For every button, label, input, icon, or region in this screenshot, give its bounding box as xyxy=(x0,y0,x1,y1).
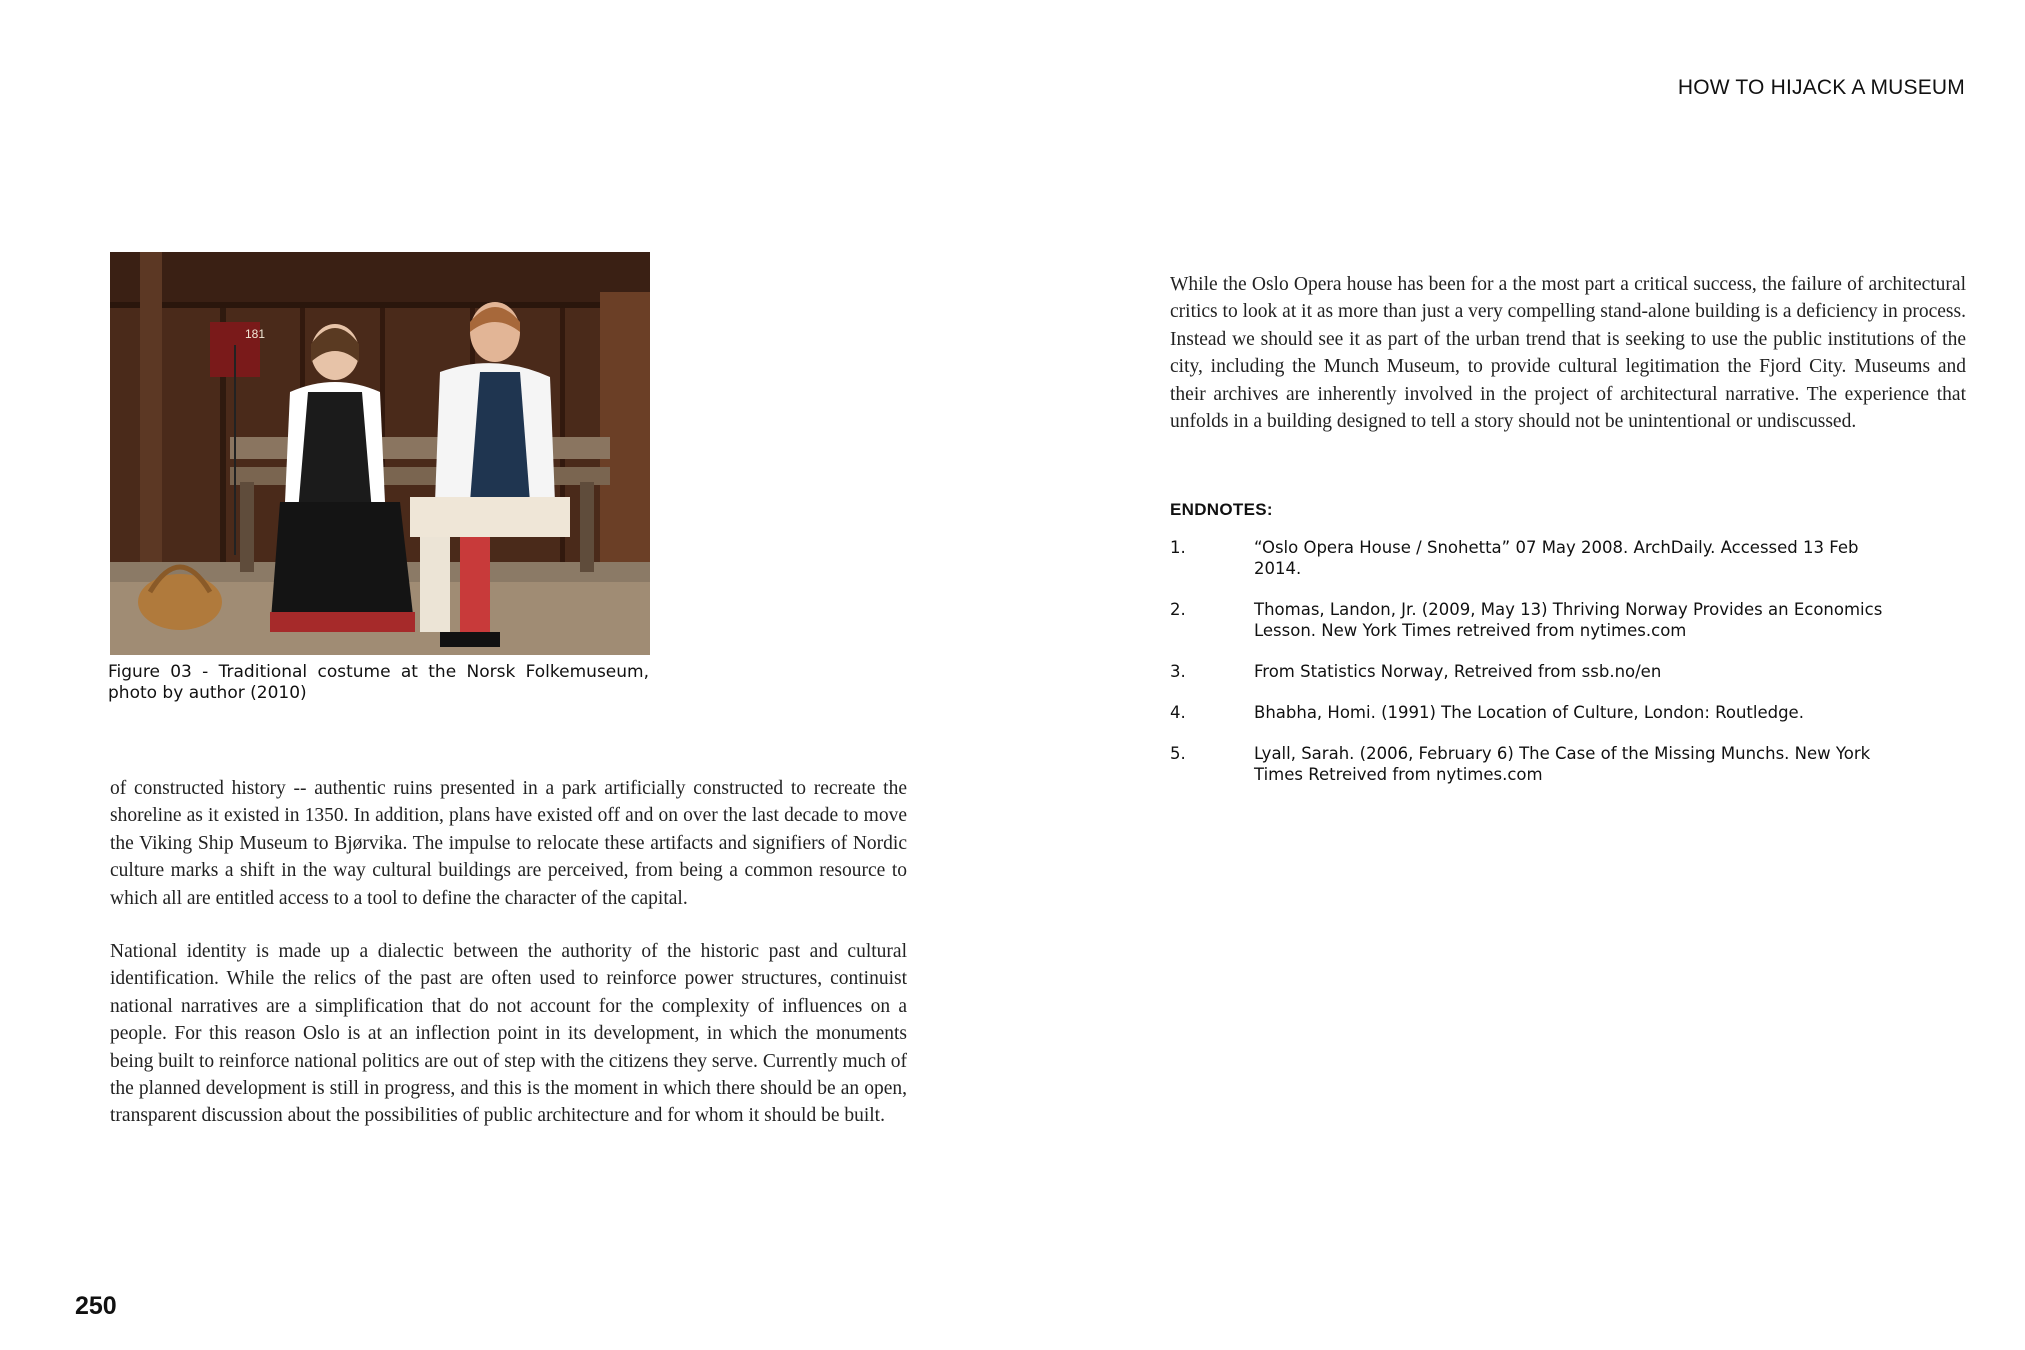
endnote-item xyxy=(1170,743,1970,785)
body-paragraph: National identity is made up a dialectic between the authority of the historic past and cultural identification. While the relics of the past are often used to reinforce power structures, continuist national narratives are a simplification that do not account for the complexity of influences on a people. For this reason Oslo is at an inflection point in its development, in which the monuments being built to reinforce national politics are out of step with the citizens they serve. Currently much of the planned development is still in progress, and this is the moment in which there should be an open, transparent discussion about the possibilities of public architecture and for whom it should be built. xyxy=(110,941,907,1127)
endnote-text: “Oslo Opera House / Snohetta” 07 May 2008. ArchDaily. Accessed 13 Feb 2014. xyxy=(1254,538,1859,578)
endnote-text: Thomas, Landon, Jr. (2009, May 13) Thriving Norway Provides an Economics Lesson. New York Times retreived from nytimes.com xyxy=(1254,600,1883,640)
endnote-text: From Statistics Norway, Retreived from ssb.no/en xyxy=(1254,662,1662,681)
endnote-text: Bhabha, Homi. (1991) The Location of Culture, London: Routledge. xyxy=(1254,703,1804,722)
endnote-number: 4. xyxy=(1170,703,1186,722)
endnote-number: 3. xyxy=(1170,662,1186,681)
endnote-item xyxy=(1170,661,1970,682)
endnotes-list xyxy=(1170,537,1970,805)
endnote-text: Lyall, Sarah. (2006, February 6) The Case of the Missing Munchs. New York Times Retreived from nytimes.com xyxy=(1254,744,1871,784)
endnote-item xyxy=(1170,599,1970,641)
figure-03 xyxy=(110,252,650,655)
endnotes-heading: ENDNOTES: xyxy=(1170,500,1273,519)
body-paragraph: of constructed history -- authentic ruins presented in a park artificially constructed to recreate the shoreline as it existed in 1350. In addition, plans have existed off and on over the last decade to move the Viking Ship Museum to Bjørvika. The impulse to relocate these artifacts and signifiers of Nordic culture marks a shift in the way cultural buildings are perceived, from being a common resource to which all are entitled access to a tool to define the character of the capital. xyxy=(110,778,907,909)
body-paragraph: While the Oslo Opera house has been for a the most part a critical success, the failure of architectural critics to look at it as more than just a very compelling stand-alone building is a deficiency in process. Instead we should see it as part of the urban trend that is seeking to use the public institutions of the city, including the Munch Museum, to provide cultural legitimation the Fjord City. Museums and their archives are inherently involved in the project of architectural narrative. The experience that unfolds in a building designed to tell a story should not be unintentional or undiscussed. xyxy=(1170,274,1966,433)
endnote-item xyxy=(1170,537,1970,579)
costume-photo xyxy=(110,252,650,655)
page-number: 250 xyxy=(75,1292,117,1320)
figure-caption: Figure 03 - Traditional costume at the Norsk Folkemuseum, photo by author (2010) xyxy=(108,662,649,703)
endnote-number: 2. xyxy=(1170,600,1186,619)
sign-number: 181 xyxy=(245,327,266,341)
endnote-number: 1. xyxy=(1170,538,1186,557)
endnote-number: 5. xyxy=(1170,744,1186,763)
running-header: HOW TO HIJACK A MUSEUM xyxy=(1677,76,1965,99)
endnote-item xyxy=(1170,702,1970,723)
